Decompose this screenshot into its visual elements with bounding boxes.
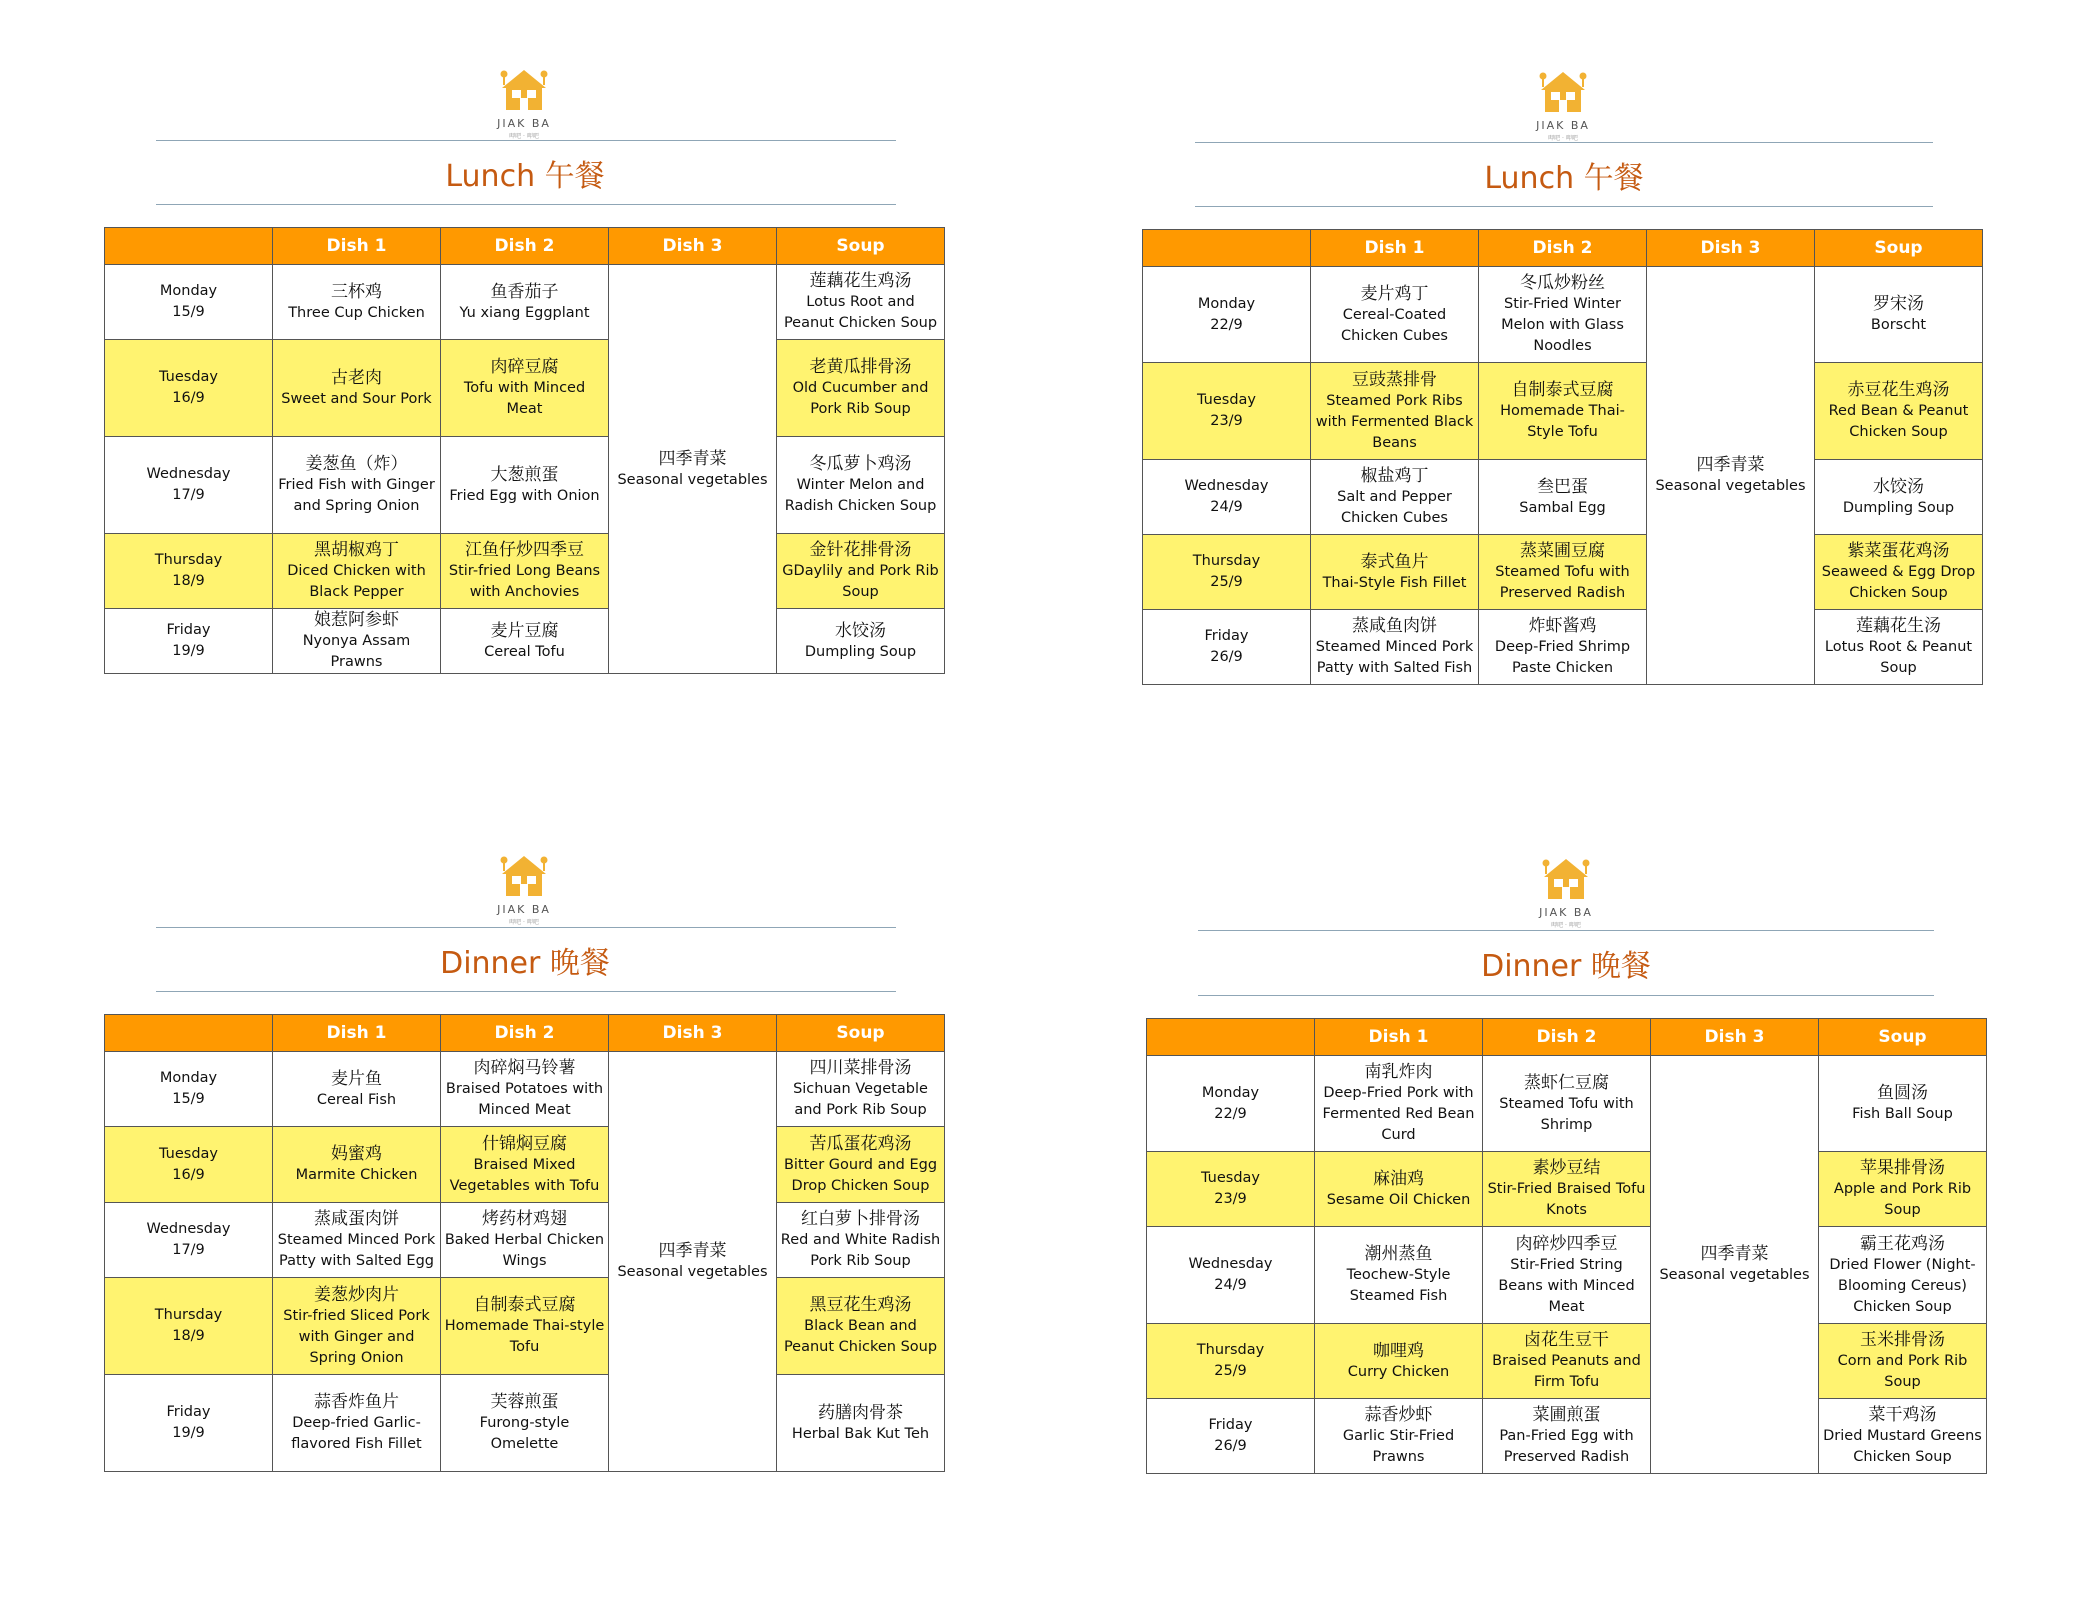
brand-tagline: 呷吧 · 呷吧: [1551, 922, 1581, 929]
brand-name: JIAK BA: [497, 903, 551, 916]
brand-name: JIAK BA: [1539, 906, 1593, 919]
dish3-cell: [1651, 1056, 1819, 1474]
header-soup: Soup: [777, 228, 945, 265]
dish2-cell-chinese: 蒸虾仁豆腐: [1524, 1072, 1609, 1093]
dish2-cell-english: Pan-Fried Egg with Preserved Radish: [1499, 1428, 1634, 1465]
header-day: [105, 1015, 273, 1052]
soup-cell-chinese: 老黄瓜排骨汤: [809, 357, 912, 377]
day-date: 15/9: [172, 304, 205, 320]
day-date: 23/9: [1210, 413, 1243, 429]
dish1-cell-chinese: 泰式鱼片: [1360, 551, 1429, 572]
soup-cell-chinese: 红白萝卜排骨汤: [801, 1209, 920, 1229]
table-row: [105, 1375, 945, 1472]
soup-cell-english: GDaylily and Pork Rib Soup: [782, 563, 939, 600]
day-date: 24/9: [1214, 1277, 1247, 1293]
title-top-rule: [156, 927, 896, 928]
soup-cell-english: Bitter Gourd and Egg Drop Chicken Soup: [783, 1156, 938, 1194]
dish1-cell-english: Steamed Pork Ribs with Fermented Black Beans: [1315, 392, 1474, 451]
dish1-cell-english: Steamed Minced Pork Patty with Salted Egg: [277, 1232, 436, 1269]
dish1-cell-english: Deep-fried Garlic-flavored Fish Fillet: [291, 1415, 422, 1452]
dish2-cell: [441, 1278, 609, 1375]
dish2-cell-english: Homemade Thai-Style Tofu: [1500, 403, 1625, 440]
header-dish1: Dish 1: [1315, 1019, 1483, 1056]
dish1-cell-english: Three Cup Chicken: [288, 304, 425, 321]
header-day: [1147, 1019, 1315, 1056]
dish1-cell: [1315, 1056, 1483, 1152]
dish1-cell-chinese: 古老肉: [331, 367, 382, 388]
dish2-cell-english: Stir-Fried Braised Tofu Knots: [1487, 1181, 1646, 1218]
day-date: 17/9: [172, 1242, 205, 1258]
dish1-cell: [1315, 1324, 1483, 1399]
dish1-cell-english: Salt and Pepper Chicken Cubes: [1337, 489, 1452, 526]
header-dish3: Dish 3: [1647, 230, 1815, 267]
day-name: Thursday: [154, 552, 223, 568]
soup-cell-chinese: 莲藕花生鸡汤: [809, 271, 912, 291]
dish3-cell: [1647, 267, 1815, 685]
dish2-cell-chinese: 卤花生豆干: [1524, 1330, 1609, 1350]
dish2-cell-english: Braised Potatoes with Minced Meat: [445, 1081, 604, 1118]
header-soup: Soup: [1815, 230, 1983, 267]
dish1-cell: [273, 1203, 441, 1278]
day-date: 24/9: [1210, 499, 1243, 515]
day-cell: [1143, 267, 1311, 363]
dish1-cell-english: Teochew-Style Steamed Fish: [1346, 1267, 1451, 1304]
dish2-cell-chinese: 麦片豆腐: [490, 620, 559, 641]
dish2-cell-chinese: 肉碎炒四季豆: [1515, 1233, 1618, 1254]
dish1-cell-chinese: 蒸咸鱼肉饼: [1352, 616, 1437, 636]
soup-cell-chinese: 水饺汤: [1873, 476, 1924, 497]
dish2-cell-chinese: 肉碎焖马铃薯: [473, 1058, 576, 1078]
dish1-cell-english: Thai-Style Fish Fillet: [1322, 574, 1467, 591]
soup-cell-english: Winter Melon and Radish Chicken Soup: [784, 477, 937, 514]
day-name: Wednesday: [146, 466, 231, 482]
dish1-cell-english: Curry Chicken: [1347, 1363, 1450, 1380]
dish1-cell-chinese: 蒸咸蛋肉饼: [314, 1209, 399, 1229]
day-date: 26/9: [1210, 649, 1243, 665]
day-name: Monday: [159, 1070, 218, 1086]
table-row: [1147, 1152, 1987, 1227]
soup-cell-chinese: 苦瓜蛋花鸡汤: [809, 1133, 912, 1154]
soup-cell: [1819, 1399, 1987, 1474]
dish1-cell-english: Fried Fish with Ginger and Spring Onion: [278, 477, 435, 514]
soup-cell: [1819, 1324, 1987, 1399]
dish3-cell: [609, 1052, 777, 1472]
dish2-cell-chinese: 什锦焖豆腐: [482, 1133, 567, 1154]
day-date: 22/9: [1214, 1105, 1247, 1122]
dish2-cell-english: Homemade Thai-style Tofu: [444, 1318, 605, 1355]
dish2-cell: [1479, 535, 1647, 610]
day-name: Monday: [159, 283, 218, 299]
dish3-chinese: 四季青菜: [1696, 455, 1765, 475]
soup-cell-english: Red and White Radish Pork Rib Soup: [780, 1232, 941, 1269]
soup-cell-english: Seaweed & Egg Drop Chicken Soup: [1821, 564, 1976, 601]
dish1-cell: [1311, 267, 1479, 363]
soup-cell-chinese: 苹果排骨汤: [1860, 1158, 1945, 1178]
dish2-cell: [1483, 1399, 1651, 1474]
soup-cell-english: Dumpling Soup: [1842, 499, 1955, 516]
soup-cell: [777, 1052, 945, 1127]
soup-cell-english: Herbal Bak Kut Teh: [791, 1425, 930, 1442]
dish2-cell-chinese: 烤药材鸡翅: [482, 1209, 567, 1229]
dish1-cell: [1311, 535, 1479, 610]
table-row: [1143, 535, 1983, 610]
dish2-cell: [441, 1203, 609, 1278]
menu-title: Dinner 晚餐: [1481, 949, 1651, 984]
dish3-english: Seasonal vegetables: [1655, 478, 1806, 494]
soup-cell-english: Black Bean and Peanut Chicken Soup: [783, 1318, 938, 1355]
day-cell: [105, 1278, 273, 1375]
brand-logo: [1535, 855, 1597, 929]
header-dish1: Dish 1: [273, 228, 441, 265]
soup-cell: [777, 1127, 945, 1203]
dish2-cell-english: Braised Peanuts and Firm Tofu: [1492, 1353, 1641, 1390]
dish2-cell: [441, 1375, 609, 1472]
dish2-cell-english: Tofu with Minced Meat: [463, 380, 586, 417]
soup-cell-english: Red Bean & Peanut Chicken Soup: [1828, 403, 1969, 440]
soup-cell-english: Fish Ball Soup: [1852, 1106, 1953, 1122]
soup-cell-chinese: 水饺汤: [835, 620, 886, 641]
house-logo-icon: [1538, 855, 1594, 903]
dish1-cell-chinese: 豆豉蒸排骨: [1352, 369, 1437, 390]
soup-cell-english: Lotus Root & Peanut Soup: [1824, 639, 1973, 676]
title-bottom-rule: [156, 991, 896, 992]
dish1-cell-chinese: 麦片鱼: [331, 1068, 382, 1089]
dish1-cell-english: Deep-Fried Pork with Fermented Red Bean Curd: [1322, 1085, 1475, 1143]
dish1-cell: [1311, 610, 1479, 685]
soup-cell-english: Dumpling Soup: [804, 643, 917, 660]
dish1-cell-chinese: 姜葱炒肉片: [314, 1284, 399, 1305]
header-dish3: Dish 3: [609, 1015, 777, 1052]
soup-cell-chinese: 冬瓜萝卜鸡汤: [809, 454, 912, 474]
dish2-cell-english: Stir-Fried String Beans with Minced Meat: [1498, 1256, 1635, 1315]
header-dish3: Dish 3: [1651, 1019, 1819, 1056]
table-row: [1147, 1227, 1987, 1324]
dish1-cell-english: Sweet and Sour Pork: [281, 390, 432, 407]
day-date: 19/9: [172, 1425, 205, 1441]
soup-cell-english: Dried Flower (Night-Blooming Cereus) Chicken Soup: [1829, 1256, 1976, 1315]
dish1-cell-chinese: 麻油鸡: [1373, 1168, 1424, 1189]
dish1-cell-english: Cereal-Coated Chicken Cubes: [1341, 306, 1448, 344]
dish2-cell-chinese: 蒸菜圃豆腐: [1520, 541, 1605, 561]
day-name: Tuesday: [159, 369, 218, 385]
dish1-cell-english: Stir-fried Sliced Pork with Ginger and Spring Onion: [283, 1307, 430, 1366]
day-cell: [1147, 1152, 1315, 1227]
dish2-cell: [1483, 1227, 1651, 1324]
header-dish1: Dish 1: [273, 1015, 441, 1052]
menu-table: [104, 1014, 945, 1472]
menu-title: Lunch 午餐: [1484, 161, 1644, 196]
dish1-cell-english: Diced Chicken with Black Pepper: [287, 563, 426, 600]
day-name: Friday: [1208, 1417, 1253, 1433]
dish2-cell-english: Cereal Tofu: [484, 643, 565, 660]
day-cell: [105, 1052, 273, 1127]
brand-tagline: 呷吧 · 呷吧: [1548, 135, 1578, 142]
dish1-cell: [1315, 1152, 1483, 1227]
day-date: 18/9: [172, 573, 205, 589]
brand-logo: [493, 852, 555, 926]
day-date: 16/9: [172, 1166, 205, 1183]
brand-tagline: 呷吧 · 呷吧: [509, 919, 539, 926]
day-name: Wednesday: [1188, 1256, 1273, 1272]
soup-cell: [1819, 1152, 1987, 1227]
dish2-cell-english: Stir-fried Long Beans with Anchovies: [448, 563, 601, 600]
dish1-cell-english: Garlic Stir-Fried Prawns: [1342, 1428, 1455, 1465]
dish2-cell-english: Yu xiang Eggplant: [459, 304, 590, 321]
dish2-cell-chinese: 冬瓜炒粉丝: [1520, 273, 1605, 293]
header-soup: Soup: [1819, 1019, 1987, 1056]
soup-cell-chinese: 莲藕花生汤: [1856, 616, 1941, 636]
dish1-cell-chinese: 咖哩鸡: [1373, 1340, 1424, 1361]
dish1-cell-chinese: 三杯鸡: [331, 281, 382, 302]
dish1-cell: [1311, 363, 1479, 460]
dish3-english: Seasonal vegetables: [617, 1264, 768, 1280]
dish2-cell-english: Sambal Egg: [1519, 499, 1606, 516]
dish2-cell-chinese: 菜圃煎蛋: [1532, 1405, 1601, 1425]
header-day: [1143, 230, 1311, 267]
dish1-cell-chinese: 麦片鸡丁: [1360, 283, 1429, 304]
dish1-cell-english: Nyonya Assam Prawns: [302, 633, 411, 670]
dish1-cell: [273, 1278, 441, 1375]
soup-cell: [1819, 1227, 1987, 1324]
day-name: Tuesday: [1197, 392, 1256, 408]
dish2-cell: [441, 1127, 609, 1203]
dish3-chinese: 四季青菜: [1700, 1244, 1769, 1264]
dish2-cell: [1483, 1152, 1651, 1227]
header-dish1: Dish 1: [1311, 230, 1479, 267]
dish2-cell-english: Baked Herbal Chicken Wings: [444, 1232, 605, 1269]
day-name: Thursday: [1196, 1342, 1265, 1358]
day-name: Friday: [1204, 628, 1249, 644]
soup-cell: [1815, 363, 1983, 460]
table-header-row: [105, 1015, 945, 1052]
table-row: [1143, 363, 1983, 460]
day-name: Monday: [1197, 295, 1256, 312]
soup-cell: [1815, 460, 1983, 535]
day-name: Thursday: [154, 1307, 223, 1323]
table-row: [1143, 460, 1983, 535]
day-date: 15/9: [172, 1091, 205, 1107]
table-row: [105, 1052, 945, 1127]
day-cell: [1143, 610, 1311, 685]
dish2-cell-chinese: 素炒豆结: [1532, 1158, 1601, 1178]
dish2-cell-chinese: 鱼香茄子: [490, 281, 559, 302]
table-row: [1147, 1324, 1987, 1399]
day-date: 16/9: [172, 390, 205, 406]
soup-cell-chinese: 药膳肉骨茶: [818, 1402, 903, 1423]
dish2-cell-chinese: 自制泰式豆腐: [1511, 380, 1614, 400]
day-cell: [1143, 460, 1311, 535]
soup-cell-chinese: 紫菜蛋花鸡汤: [1847, 541, 1950, 561]
soup-cell-english: Corn and Pork Rib Soup: [1837, 1353, 1968, 1390]
dish2-cell-english: Steamed Tofu with Preserved Radish: [1495, 564, 1630, 601]
dish2-cell-chinese: 芙蓉煎蛋: [490, 1392, 559, 1412]
header-dish2: Dish 2: [1483, 1019, 1651, 1056]
day-cell: [1147, 1399, 1315, 1474]
soup-cell-chinese: 四川菜排骨汤: [809, 1058, 912, 1078]
dish2-cell: [1483, 1324, 1651, 1399]
table-header-row: [1143, 230, 1983, 267]
dish2-cell-english: Deep-Fried Shrimp Paste Chicken: [1494, 639, 1631, 676]
day-name: Wednesday: [1184, 478, 1269, 494]
dish1-cell-chinese: 蒜香炸鱼片: [314, 1392, 399, 1412]
soup-cell-chinese: 罗宋汤: [1873, 294, 1924, 314]
soup-cell: [1815, 267, 1983, 363]
day-date: 17/9: [172, 487, 205, 503]
day-name: Friday: [166, 1404, 211, 1420]
title-bottom-rule: [1198, 995, 1934, 996]
day-cell: [1143, 535, 1311, 610]
dish2-cell: [1483, 1056, 1651, 1152]
brand-name: JIAK BA: [1536, 119, 1590, 132]
day-date: 25/9: [1214, 1363, 1247, 1379]
header-dish2: Dish 2: [441, 1015, 609, 1052]
day-cell: [105, 1127, 273, 1203]
day-name: Friday: [166, 622, 211, 638]
title-top-rule: [1198, 930, 1934, 931]
dish2-cell-english: Furong-style Omelette: [479, 1415, 570, 1452]
header-dish3: Dish 3: [609, 228, 777, 265]
day-date: 22/9: [1210, 316, 1243, 333]
dish2-cell-english: Braised Mixed Vegetables with Tofu: [449, 1156, 600, 1194]
soup-cell-english: Lotus Root and Peanut Chicken Soup: [783, 294, 938, 331]
dish2-cell: [1479, 610, 1647, 685]
dish3-chinese: 四季青菜: [658, 448, 727, 469]
day-name: Tuesday: [1201, 1170, 1260, 1186]
soup-cell: [777, 1375, 945, 1472]
dish1-cell-chinese: 娘惹阿参虾: [314, 610, 399, 630]
soup-cell-english: Sichuan Vegetable and Pork Rib Soup: [793, 1081, 928, 1118]
dish3-english: Seasonal vegetables: [617, 471, 768, 488]
dish2-cell: [1479, 267, 1647, 363]
brand-name: JIAK BA: [497, 117, 551, 130]
menu-title: Dinner 晚餐: [440, 946, 610, 981]
table-row: [105, 1127, 945, 1203]
soup-cell-english: Borscht: [1870, 317, 1927, 333]
day-cell: [1147, 1227, 1315, 1324]
table-header-row: [1147, 1019, 1987, 1056]
dish1-cell: [273, 1127, 441, 1203]
dish1-cell-chinese: 姜葱鱼（炸）: [305, 454, 408, 474]
soup-cell-chinese: 菜干鸡汤: [1868, 1405, 1937, 1425]
dish2-cell-chinese: 大葱煎蛋: [490, 464, 559, 485]
dish2-cell-english: Stir-Fried Winter Melon with Glass Noodles: [1501, 296, 1624, 354]
soup-cell-chinese: 黑豆花生鸡汤: [809, 1295, 912, 1315]
dish2-cell-english: Fried Egg with Onion: [449, 487, 600, 504]
brand-logo: [1532, 68, 1594, 142]
soup-cell-chinese: 霸王花鸡汤: [1860, 1233, 1945, 1254]
day-date: 18/9: [172, 1328, 205, 1344]
day-name: Wednesday: [146, 1221, 231, 1237]
soup-cell-chinese: 玉米排骨汤: [1860, 1330, 1945, 1350]
day-cell: [1147, 1056, 1315, 1152]
header-dish2: Dish 2: [1479, 230, 1647, 267]
soup-cell: [1815, 610, 1983, 685]
soup-cell-chinese: 鱼圆汤: [1877, 1083, 1928, 1103]
dish1-cell-chinese: 妈蜜鸡: [331, 1144, 382, 1164]
soup-cell-english: Apple and Pork Rib Soup: [1833, 1181, 1972, 1218]
dish2-cell: [1479, 363, 1647, 460]
header-dish2: Dish 2: [441, 228, 609, 265]
dish2-cell-chinese: 自制泰式豆腐: [473, 1295, 576, 1315]
dish1-cell-chinese: 椒盐鸡丁: [1360, 466, 1429, 486]
dish1-cell-chinese: 潮州蒸鱼: [1364, 1244, 1433, 1264]
dish1-cell: [273, 1375, 441, 1472]
soup-cell: [777, 1203, 945, 1278]
dish1-cell: [1311, 460, 1479, 535]
day-date: 19/9: [172, 643, 205, 659]
dish2-cell-chinese: 肉碎豆腐: [490, 357, 559, 377]
table-row: [105, 1278, 945, 1375]
dish1-cell-english: Cereal Fish: [316, 1091, 397, 1108]
day-cell: [1143, 363, 1311, 460]
day-date: 23/9: [1214, 1191, 1247, 1207]
dish2-cell: [441, 1052, 609, 1127]
soup-cell-chinese: 金针花排骨汤: [809, 540, 912, 560]
menu-table: [1146, 1018, 1987, 1474]
day-name: Tuesday: [159, 1145, 218, 1162]
day-cell: [105, 1203, 273, 1278]
dish1-cell-chinese: 黑胡椒鸡丁: [314, 540, 399, 560]
soup-cell-chinese: 赤豆花生鸡汤: [1847, 380, 1950, 400]
dish1-cell-english: Sesame Oil Chicken: [1326, 1191, 1471, 1208]
soup-cell: [1819, 1056, 1987, 1152]
soup-cell-english: Dried Mustard Greens Chicken Soup: [1823, 1428, 1982, 1465]
brand-tagline: 呷吧 · 呷吧: [509, 133, 539, 140]
dish2-cell-chinese: 江鱼仔炒四季豆: [465, 540, 584, 560]
house-logo-icon: [496, 852, 552, 900]
dish2-cell-chinese: 叁巴蛋: [1537, 476, 1588, 497]
table-row: [1147, 1056, 1987, 1152]
menu-table: [1142, 229, 1983, 685]
soup-cell-english: Old Cucumber and Pork Rib Soup: [792, 380, 929, 417]
soup-cell: [777, 1278, 945, 1375]
dish3-english: Seasonal vegetables: [1659, 1267, 1810, 1283]
dish1-cell-chinese: 蒜香炒虾: [1364, 1405, 1433, 1425]
day-name: Thursday: [1192, 553, 1261, 569]
dish1-cell-english: Steamed Minced Pork Patty with Salted Fish: [1315, 639, 1474, 676]
table-row: [1143, 267, 1983, 363]
table-row: [1143, 610, 1983, 685]
title-top-rule: [1195, 142, 1933, 143]
day-date: 26/9: [1214, 1438, 1247, 1454]
dish1-cell: [1315, 1399, 1483, 1474]
dish2-cell-english: Steamed Tofu with Shrimp: [1499, 1095, 1634, 1133]
dish2-cell: [1479, 460, 1647, 535]
table-row: [1147, 1399, 1987, 1474]
soup-cell: [1815, 535, 1983, 610]
table-row: [105, 1203, 945, 1278]
dish1-cell-english: Marmite Chicken: [295, 1167, 418, 1183]
title-bottom-rule: [1195, 206, 1933, 207]
day-cell: [105, 1375, 273, 1472]
day-cell: [1147, 1324, 1315, 1399]
dish3-chinese: 四季青菜: [658, 1241, 727, 1261]
dish2-cell-chinese: 炸虾酱鸡: [1528, 616, 1597, 636]
dish1-cell: [273, 1052, 441, 1127]
day-name: Monday: [1201, 1084, 1260, 1101]
dish1-cell: [1315, 1227, 1483, 1324]
header-soup: Soup: [777, 1015, 945, 1052]
menu-title: Lunch 午餐: [445, 159, 605, 194]
dish1-cell-chinese: 南乳炸肉: [1364, 1062, 1433, 1082]
house-logo-icon: [1535, 68, 1591, 116]
day-date: 25/9: [1210, 574, 1243, 590]
